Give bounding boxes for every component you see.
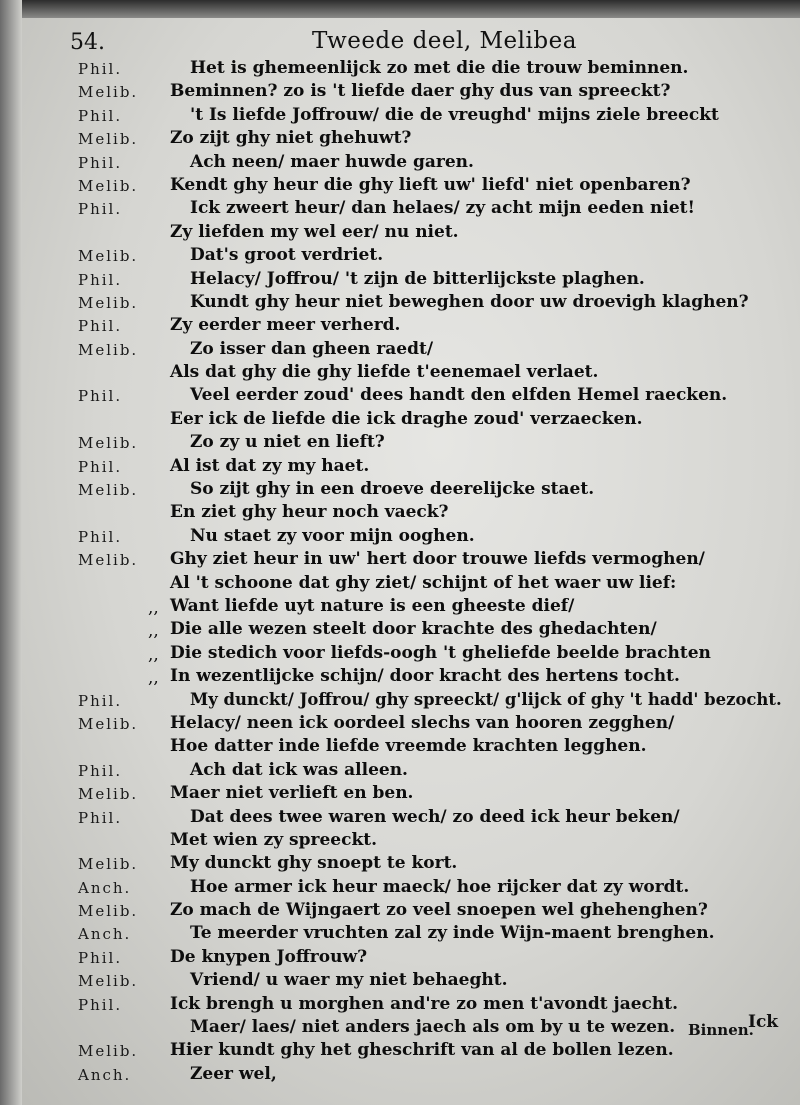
- dialogue-line: [0, 455, 800, 481]
- verse-text: Helacy/ Joffrou/ 't zijn de bitterlijckste plaghen.: [190, 268, 645, 289]
- speaker-label: Melib.: [78, 902, 139, 921]
- verse-text: Maer niet verlieft en ben.: [170, 783, 414, 804]
- verse-text: Als dat ghy die ghy liefde t'eenemael verlaet.: [170, 362, 599, 383]
- dialogue-line: [0, 504, 800, 527]
- speaker-label: Anch.: [78, 1065, 132, 1084]
- speaker-label: Melib.: [78, 551, 139, 570]
- dialogue-lines: [0, 60, 800, 1089]
- dialogue-line: [0, 200, 800, 223]
- dialogue-line: [0, 759, 800, 785]
- dialogue-line: [0, 151, 800, 177]
- dialogue-line: [0, 338, 800, 364]
- verse-text: En ziet ghy heur noch vaeck?: [170, 502, 449, 523]
- verse-text: Al ist dat zy my haet.: [170, 455, 370, 476]
- dialogue-line: [0, 291, 800, 317]
- speaker-label: Phil.: [78, 153, 123, 172]
- speaker-label: Melib.: [78, 785, 139, 804]
- verse-text: Ach neen/ maer huwde garen.: [190, 151, 474, 172]
- speaker-label: Phil.: [78, 995, 123, 1014]
- verse-text: Hier kundt ghy het gheschrift van al de bollen lezen.: [170, 1040, 674, 1061]
- verse-text: Ick zweert heur/ dan helaes/ zy acht mijn eeden niet!: [190, 198, 695, 219]
- verse-text: My dunckt/ Joffrou/ ghy spreeckt/ g'lijck of ghy 't hadd' bezocht.: [190, 689, 782, 710]
- dialogue-line: [0, 481, 800, 504]
- verse-text: My dunckt ghy snoept te kort.: [170, 853, 458, 874]
- verse-text: Helacy/ neen ick oordeel slechs van hooren zegghen/: [170, 712, 675, 733]
- speaker-label: Melib.: [78, 1042, 139, 1061]
- dialogue-line: [0, 387, 800, 410]
- speaker-label: Phil.: [78, 948, 123, 967]
- dialogue-line: [0, 1019, 800, 1042]
- running-title: Tweede deel, Melibea: [312, 28, 577, 54]
- speaker-label: Melib.: [78, 130, 139, 149]
- verse-text: Zeer wel,: [190, 1063, 277, 1084]
- verse-text: Kendt ghy heur die ghy lieft uw' liefd' niet openbaren?: [170, 174, 691, 195]
- speaker-label: Melib.: [78, 340, 139, 359]
- dialogue-line: [0, 946, 800, 972]
- dialogue-line: [0, 738, 800, 761]
- dialogue-line: [0, 408, 800, 434]
- dialogue-line: [0, 855, 800, 878]
- speaker-label: Melib.: [78, 481, 139, 500]
- verse-text: So zijt ghy in een droeve deerelijcke staet.: [190, 479, 595, 500]
- verse-text: Zy liefden my wel eer/ nu niet.: [170, 221, 459, 242]
- verse-text: 't Is liefde Joffrouw/ die de vreughd' mijns ziele breeckt: [190, 104, 719, 125]
- dialogue-line: [0, 902, 800, 925]
- verse-text: Zo zijt ghy niet ghehuwt?: [170, 128, 412, 149]
- quotation-mark: ,,: [148, 597, 159, 618]
- dialogue-line: [0, 130, 800, 153]
- page-header: [0, 26, 800, 56]
- verse-text: Zo zy u niet en lieft?: [190, 432, 385, 453]
- dialogue-line: [0, 1042, 800, 1065]
- dialogue-line: [0, 104, 800, 130]
- verse-text: In wezentlijcke schijn/ door kracht des hertens tocht.: [170, 666, 680, 687]
- dialogue-line: [0, 174, 800, 200]
- dialogue-line: [0, 712, 800, 738]
- dialogue-line: [0, 595, 800, 621]
- verse-text: Die stedich voor liefds-oogh 't gheliefde beelde brachten: [170, 642, 711, 663]
- dialogue-line: [0, 247, 800, 270]
- verse-text: Kundt ghy heur niet beweghen door uw droevigh klaghen?: [190, 291, 749, 312]
- page-number: 54.: [70, 30, 105, 55]
- verse-text: Hoe armer ick heur maeck/ hoe rijcker dat zy wordt.: [190, 876, 690, 897]
- dialogue-line: [0, 806, 800, 832]
- speaker-label: Phil.: [78, 317, 123, 336]
- speaker-label: Melib.: [78, 972, 139, 991]
- speaker-label: Phil.: [78, 691, 123, 710]
- speaker-label: Melib.: [78, 176, 139, 195]
- verse-text: Maer/ laes/ niet anders jaech als om by u te wezen.: [190, 1017, 676, 1038]
- dialogue-line: [0, 972, 800, 995]
- dialogue-line: [0, 925, 800, 948]
- dialogue-line: [0, 993, 800, 1019]
- dialogue-line: [0, 525, 800, 551]
- verse-text: Want liefde uyt nature is een gheeste dief/: [170, 595, 575, 616]
- verse-text: Dat dees twee waren wech/ zo deed ick heur beken/: [190, 806, 680, 827]
- dialogue-line: [0, 785, 800, 808]
- speaker-label: Melib.: [78, 293, 139, 312]
- dialogue-line: [0, 642, 800, 668]
- verse-text: Te meerder vruchten zal zy inde Wijn-maent brenghen.: [190, 923, 715, 944]
- dialogue-line: [0, 572, 800, 598]
- speaker-label: Melib.: [78, 83, 139, 102]
- page-top-shadow: [0, 0, 800, 18]
- dialogue-line: [0, 876, 800, 902]
- speaker-label: Phil.: [78, 200, 123, 219]
- dialogue-line: [0, 268, 800, 294]
- catchword: Ick: [748, 1012, 779, 1032]
- speaker-label: Melib.: [78, 434, 139, 453]
- verse-text: De knypen Joffrouw?: [170, 946, 368, 967]
- verse-text: Ghy ziet heur in uw' hert door trouwe liefds vermoghen/: [170, 549, 705, 570]
- speaker-label: Melib.: [78, 714, 139, 733]
- dialogue-line: [0, 364, 800, 387]
- verse-text: Zy eerder meer verherd.: [170, 315, 401, 336]
- speaker-label: Anch.: [78, 925, 132, 944]
- verse-text: Beminnen? zo is 't liefde daer ghy dus van spreeckt?: [170, 81, 671, 102]
- verse-text: Ick brengh u morghen and're zo men t'avondt jaecht.: [170, 993, 679, 1014]
- speaker-label: Phil.: [78, 106, 123, 125]
- dialogue-line: [0, 60, 800, 83]
- speaker-label: Phil.: [78, 527, 123, 546]
- quotation-mark: ,,: [148, 668, 159, 689]
- speaker-label: Melib.: [78, 855, 139, 874]
- verse-text: Ach dat ick was alleen.: [190, 759, 408, 780]
- verse-text: Met wien zy spreeckt.: [170, 829, 377, 850]
- verse-text: Al 't schoone dat ghy ziet/ schijnt of het waer uw lief:: [170, 572, 677, 593]
- stage-direction: Binnen.: [688, 1021, 754, 1040]
- speaker-label: Melib.: [78, 247, 139, 266]
- verse-text: Eer ick de liefde die ick draghe zoud' verzaecken.: [170, 408, 643, 429]
- verse-text: Vriend/ u waer my niet behaeght.: [190, 970, 508, 991]
- speaker-label: Phil.: [78, 457, 123, 476]
- dialogue-line: [0, 83, 800, 106]
- dialogue-line: [0, 668, 800, 691]
- dialogue-line: [0, 621, 800, 644]
- speaker-label: Phil.: [78, 270, 123, 289]
- verse-text: Dat's groot verdriet.: [190, 245, 384, 266]
- dialogue-line: [0, 551, 800, 574]
- dialogue-line: [0, 829, 800, 855]
- verse-text: Hoe datter inde liefde vreemde krachten legghen.: [170, 736, 647, 757]
- verse-text: Het is ghemeenlijck zo met die die trouw beminnen.: [190, 58, 689, 78]
- dialogue-line: [0, 317, 800, 340]
- verse-text: Die alle wezen steelt door krachte des ghedachten/: [170, 619, 657, 640]
- speaker-label: Anch.: [78, 878, 132, 897]
- verse-text: Zo isser dan gheen raedt/: [190, 338, 434, 359]
- verse-text: Nu staet zy voor mijn ooghen.: [190, 525, 475, 546]
- speaker-label: Phil.: [78, 387, 123, 406]
- speaker-label: Phil.: [78, 808, 123, 827]
- quotation-mark: ,,: [148, 644, 159, 665]
- dialogue-line: [0, 1063, 800, 1089]
- verse-text: Veel eerder zoud' dees handt den elfden Hemel raecken.: [190, 385, 728, 406]
- dialogue-line: [0, 689, 800, 715]
- dialogue-line: [0, 221, 800, 247]
- quotation-mark: ,,: [148, 621, 159, 642]
- dialogue-line: [0, 434, 800, 457]
- speaker-label: Phil.: [78, 761, 123, 780]
- speaker-label: Phil.: [78, 60, 123, 78]
- verse-text: Zo mach de Wijngaert zo veel snoepen wel ghehenghen?: [170, 900, 708, 921]
